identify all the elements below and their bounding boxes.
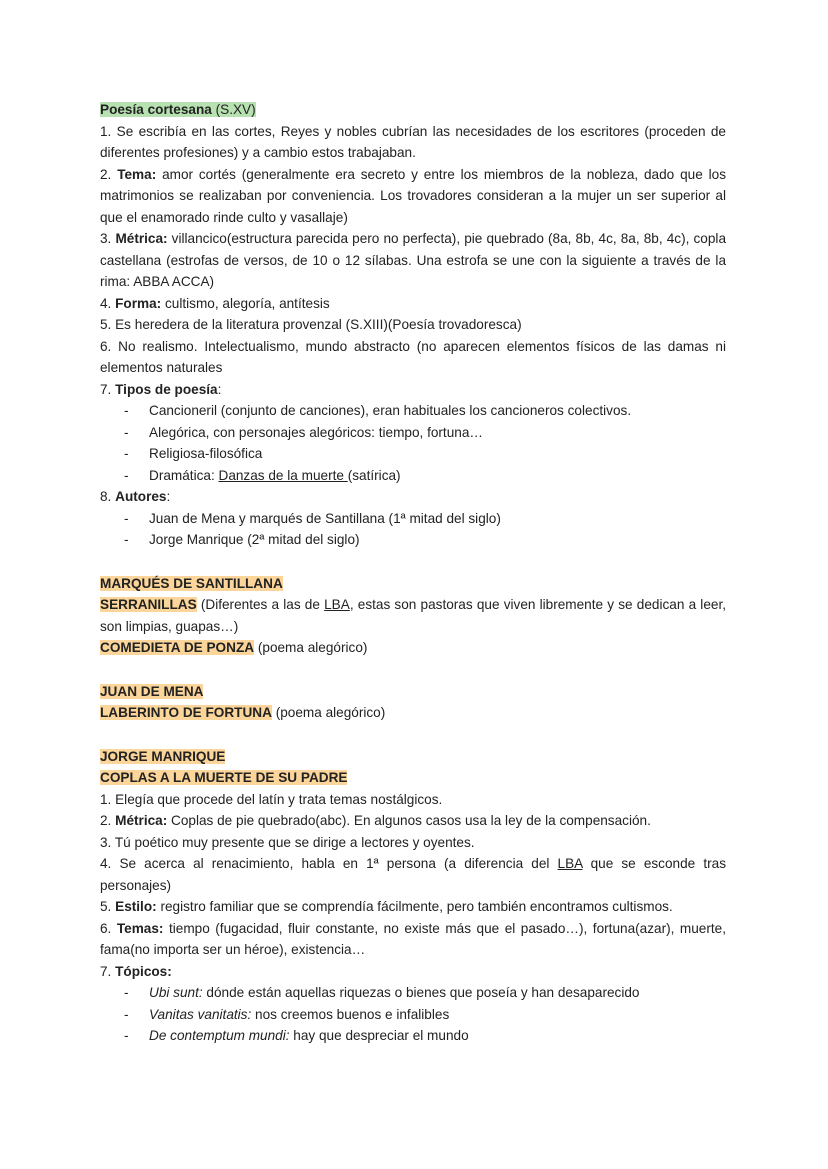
item-text: (poema alegórico) bbox=[271, 705, 386, 720]
item-text: (poema alegórico) bbox=[254, 640, 368, 655]
list-item-text: dónde están aquellas riquezas o bienes que poseía y han desaparecido bbox=[202, 985, 640, 1000]
spacer bbox=[100, 659, 726, 681]
list-item bbox=[100, 465, 726, 487]
list-item bbox=[100, 443, 726, 465]
item-text: que se esconde tras personajes) bbox=[100, 856, 726, 893]
item-label: Estilo: bbox=[115, 899, 157, 914]
dash-bullet: - bbox=[124, 446, 129, 461]
paragraph bbox=[100, 702, 726, 724]
list-item bbox=[100, 1004, 726, 1026]
item-text: villancico(estructura parecida pero no perfecta), pie quebrado (8a, 8b, 4c, 8a, 8b, 4c), copla castellana (estrofas de versos, de 10 o 12 sílabas. Una estrofa se une con la siguiente a través de la rima: ABBA ACCA) bbox=[100, 231, 726, 289]
autores-list bbox=[100, 508, 726, 551]
item-text: registro familiar que se comprendía fácilmente, pero también encontramos cultismos. bbox=[156, 899, 673, 914]
item-text: Coplas de pie quebrado(abc). En algunos casos usa la ley de la compensación. bbox=[167, 813, 651, 828]
list-item bbox=[100, 529, 726, 551]
spacer bbox=[100, 724, 726, 746]
list-item bbox=[100, 982, 726, 1004]
lba-link[interactable]: LBA bbox=[557, 856, 583, 871]
dash-bullet: - bbox=[124, 1028, 129, 1043]
paragraph bbox=[100, 379, 726, 401]
laberinto-title: LABERINTO DE FORTUNA bbox=[100, 705, 272, 720]
item-text: cultismo, alegoría, antítesis bbox=[161, 295, 330, 311]
lba-link[interactable]: LBA bbox=[324, 597, 350, 612]
paragraph bbox=[100, 293, 726, 315]
paragraph: 3. Tú poético muy presente que se dirige a lectores y oyentes. bbox=[100, 834, 475, 850]
paragraph bbox=[100, 961, 726, 983]
paragraph bbox=[100, 228, 726, 293]
mena-heading: JUAN DE MENA bbox=[100, 683, 204, 699]
item-text: amor cortés (generalmente era secreto y entre los miembros de la nobleza, dado que los matrimonios se realizaban por conveniencia. Los trovadores consideran a la mujer un ser superior al que el enamorado rinde culto y vasallaje) bbox=[100, 166, 726, 225]
poesia-title-highlight bbox=[100, 102, 256, 117]
dash-bullet: - bbox=[124, 424, 129, 440]
item-number: 4. bbox=[100, 295, 116, 311]
dash-bullet: - bbox=[124, 985, 129, 1000]
comedieta-title: COMEDIETA DE PONZA bbox=[100, 640, 255, 655]
item-number: 6. bbox=[100, 920, 117, 936]
item-label: Métrica: bbox=[115, 231, 168, 246]
santillana-heading: MARQUÉS DE SANTILLANA bbox=[100, 575, 283, 591]
coplas-title: COPLAS A LA MUERTE DE SU PADRE bbox=[100, 770, 348, 785]
item-label: Tipos de poesía bbox=[115, 381, 218, 397]
list-item bbox=[100, 1025, 726, 1047]
section-title-poesia-cortesana bbox=[100, 99, 726, 121]
paragraph: 6. No realismo. Intelectualismo, mundo abstracto (no aparecen elementos físicos de las damas ni elementos naturales bbox=[100, 338, 726, 375]
coplas-title-line bbox=[100, 767, 726, 789]
list-item-text: Religiosa-filosófica bbox=[149, 446, 263, 461]
list-item-text: Alegórica, con personajes alegóricos: tiempo, fortuna… bbox=[149, 424, 483, 440]
list-item-text: Dramática: bbox=[149, 467, 219, 483]
topico-term: Ubi sunt: bbox=[149, 985, 203, 1000]
dash-bullet: - bbox=[124, 467, 129, 483]
item-label: Tópicos: bbox=[115, 963, 172, 979]
item-label: Métrica: bbox=[115, 813, 168, 828]
paragraph bbox=[100, 594, 726, 637]
dash-bullet: - bbox=[124, 1006, 129, 1022]
paragraph bbox=[100, 637, 726, 659]
paragraph bbox=[100, 896, 726, 918]
danzas-de-la-muerte-link[interactable]: Danzas de la muerte bbox=[218, 467, 348, 483]
item-number: 2. bbox=[100, 166, 118, 182]
paragraph bbox=[100, 853, 726, 896]
item-label: Forma: bbox=[115, 295, 162, 311]
manrique-heading: JORGE MANRIQUE bbox=[100, 748, 226, 764]
tipos-list bbox=[100, 400, 726, 486]
dash-bullet: - bbox=[124, 510, 129, 526]
item-text: tiempo (fugacidad, fluir constante, no existe más que el pasado…), fortuna(azar), muerte, fama(no importa ser un héroe), existencia… bbox=[100, 920, 726, 957]
paragraph bbox=[100, 486, 726, 508]
topico-term: Vanitas vanitatis: bbox=[149, 1006, 252, 1022]
section-title-santillana bbox=[100, 573, 726, 595]
item-number: 8. bbox=[100, 489, 116, 504]
item-text: , estas son pastoras que viven libremente y se dedican a leer, son limpias, guapas…) bbox=[100, 597, 726, 634]
item-colon: : bbox=[217, 381, 222, 397]
serranillas-title: SERRANILLAS bbox=[100, 597, 197, 612]
paragraph: 1. Se escribía en las cortes, Reyes y nobles cubrían las necesidades de los escritores (proceden de diferentes profesiones) y a cambio estos trabajaban. bbox=[100, 123, 726, 160]
paragraph bbox=[100, 918, 726, 961]
list-item-text: hay que despreciar el mundo bbox=[289, 1028, 469, 1043]
dash-bullet: - bbox=[124, 403, 129, 418]
section-title-manrique bbox=[100, 746, 726, 768]
spacer bbox=[100, 551, 726, 573]
item-text: 4. Se acerca al renacimiento, habla en 1ª persona (a diferencia del bbox=[100, 856, 558, 871]
list-item-text: Jorge Manrique (2ª mitad del siglo) bbox=[149, 532, 360, 547]
list-item-text: (satírica) bbox=[347, 467, 401, 483]
item-number: 5. bbox=[100, 899, 116, 914]
item-label: Autores bbox=[115, 489, 167, 504]
list-item-text: Juan de Mena y marqués de Santillana (1ª mitad del siglo) bbox=[149, 510, 501, 526]
item-label: Tema: bbox=[117, 166, 157, 182]
item-number: 2. bbox=[100, 813, 116, 828]
list-item bbox=[100, 422, 726, 444]
item-number: 7. bbox=[100, 381, 116, 397]
item-number: 7. bbox=[100, 963, 116, 979]
list-item bbox=[100, 508, 726, 530]
list-item bbox=[100, 400, 726, 422]
topicos-list bbox=[100, 982, 726, 1047]
dash-bullet: - bbox=[124, 532, 129, 547]
item-text: (Diferentes a las de bbox=[196, 597, 325, 612]
poesia-title: Poesía cortesana bbox=[100, 102, 212, 117]
item-colon: : bbox=[166, 489, 171, 504]
topico-term: De contemptum mundi: bbox=[149, 1028, 290, 1043]
list-item-text: Cancioneril (conjunto de canciones), eran habituales los cancioneros colectivos. bbox=[149, 403, 632, 418]
poesia-title-suffix: (S.XV) bbox=[211, 102, 256, 117]
paragraph: 5. Es heredera de la literatura provenzal (S.XIII)(Poesía trovadoresca) bbox=[100, 317, 522, 332]
list-item-text: nos creemos buenos e infalibles bbox=[251, 1006, 450, 1022]
item-number: 3. bbox=[100, 231, 116, 246]
section-title-mena bbox=[100, 681, 726, 703]
paragraph: 1. Elegía que procede del latín y trata temas nostálgicos. bbox=[100, 791, 443, 807]
paragraph bbox=[100, 810, 726, 832]
item-label: Temas: bbox=[116, 920, 164, 936]
paragraph bbox=[100, 164, 726, 229]
